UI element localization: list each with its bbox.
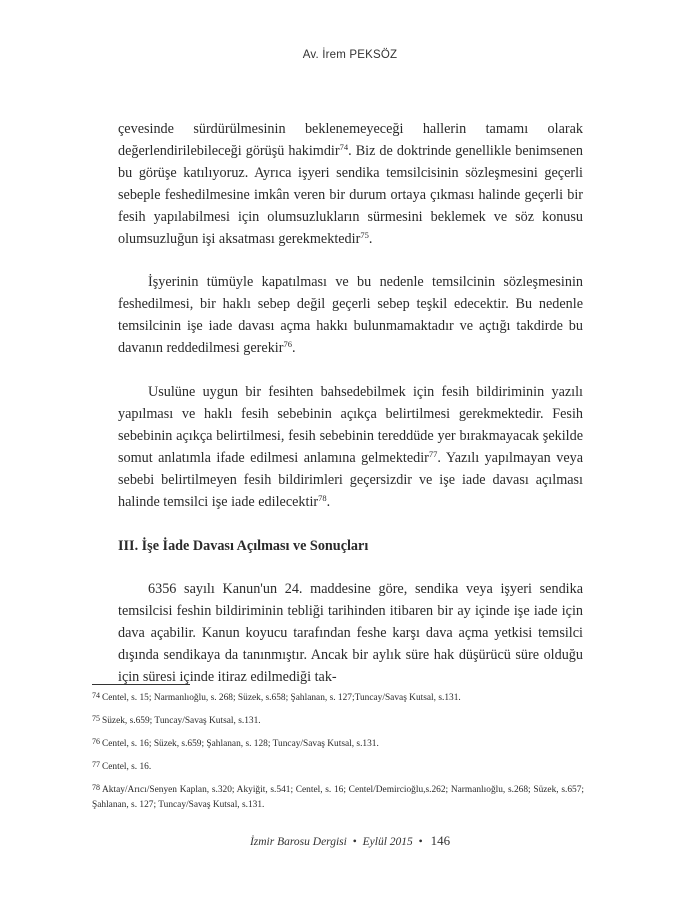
footnote-ref[interactable]: 74 [339, 141, 349, 152]
footnote-text: Centel, s. 16. [102, 762, 152, 772]
footnote-ref[interactable]: 78 [318, 492, 327, 503]
footnote-ref[interactable]: 76 [283, 339, 292, 350]
footnote-number: 74 [92, 691, 100, 700]
running-header: Av. İrem PEKSÖZ [302, 49, 398, 61]
separator-bullet: • [352, 836, 357, 848]
footnote-text: Süzek, s.659; Tuncay/Savaş Kutsal, s.131. [102, 716, 261, 726]
footnote-number: 77 [92, 760, 100, 769]
footnote-number: 78 [92, 783, 100, 792]
paragraph: 6356 sayılı Kanun'un 24. maddesine göre, sendika veya işyeri sendika temsilcisi feshin bildiriminin tebliği tarihinden itibaren bir ay içinde işe iade için dava açabilir. Kanun koyucu tarafından feshe karşı dava açma yetkisi temsilci dışında sendikaya da tanınmıştır. Ancak bir aylık süre hak düşürücü süre olduğu için süresi içinde itiraz edilmediği tak- [118, 581, 583, 686]
footnote-number: 75 [92, 714, 100, 723]
paragraph-text: . [326, 493, 331, 510]
footnote [92, 711, 584, 729]
paragraph [118, 382, 583, 513]
footnote-text: Centel, s. 16; Süzek, s.659; Şahlanan, s. 128; Tuncay/Savaş Kutsal, s.131. [102, 739, 379, 749]
section-heading: III. İşe İade Davası Açılması ve Sonuçları [118, 537, 369, 554]
body-text [118, 119, 583, 689]
paragraph [118, 119, 583, 250]
footnote-number: 76 [92, 737, 100, 746]
footnote [92, 688, 584, 706]
footnote-text: Centel, s. 15; Narmanlıoğlu, s. 268; Süzek, s.658; Şahlanan, s. 127;Tuncay/Savaş Kutsal, s.131. [102, 693, 461, 703]
paragraph [118, 272, 583, 360]
footnote [92, 757, 584, 775]
paragraph-text: İşyerinin tümüyle kapatılması ve bu nedenle temsilcinin sözleşmesinin feshedilmesi, bir haklı sebep değil geçerli sebep teşkil edecektir. Bu nedenle temsilcinin işe iade davası açma hakkı bulunmamaktadır ve açtığı takdirde bu davanın reddedilmesi gerekir [118, 274, 583, 357]
paragraph-text: . [291, 340, 296, 357]
footnote-ref[interactable]: 75 [360, 229, 369, 240]
page-footer [0, 833, 700, 849]
paragraph-text: . Yazılı yapılmayan veya sebebi belirtilmeyen fesih bildirimleri geçersizdir ve işe iade davası açılması halinde temsilci işe iade edilecektir [118, 449, 584, 510]
paragraph-text: . [368, 230, 373, 247]
paragraph-text: çevesinde sürdürülmesinin beklenemeyeceği hallerin tamamı olarak değerlendirilebileceği görüşü hakimdir [118, 121, 583, 159]
page-number: 146 [430, 833, 451, 848]
paragraph-text: . Biz de doktrinde genellikle benimsenen bu görüşe katılıyoruz. Ayrıca işyeri sendika temsilcisinin sözleşmesini geçerli sebeple feshedilmesine imkân veren bir durum ortaya çıkması halinde geçerli bir fesih yapılabilmesi için olumsuzlukların sürmesini beklemek ve söz konusu olumsuzluğun işi aksatması gerekmektedir [118, 142, 584, 247]
journal-name: İzmir Barosu Dergisi [249, 836, 347, 848]
footnote-text: Aktay/Arıcı/Senyen Kaplan, s.320; Akyiğit, s.541; Centel, s. 16; Centel/Demircioğlu,s.262; Narmanlıoğlu, s.268; Süzek, s.657; Şahlanan, s. 127; Tuncay/Savaş Kutsal, s.131. [92, 785, 584, 810]
footnotes [92, 688, 584, 818]
footnote-divider [92, 684, 190, 685]
paragraph-text: Usulüne uygun bir fesihten bahsedebilmek için fesih bildiriminin yazılı yapılması ve haklı fesih sebebinin açıkça belirtilmesi gerekmektedir. Fesih sebebinin açıkça belirtilmesi, fesih sebebinin tereddüde yer bırakmayacak şekilde somut anlatımla ifade edilmesi anlamına gelmektedir [118, 384, 583, 466]
separator-bullet: • [418, 836, 423, 848]
footnote [92, 734, 584, 752]
footnote [92, 780, 584, 813]
journal-issue: Eylül 2015 [362, 836, 413, 848]
footnote-ref[interactable]: 77 [428, 448, 438, 459]
